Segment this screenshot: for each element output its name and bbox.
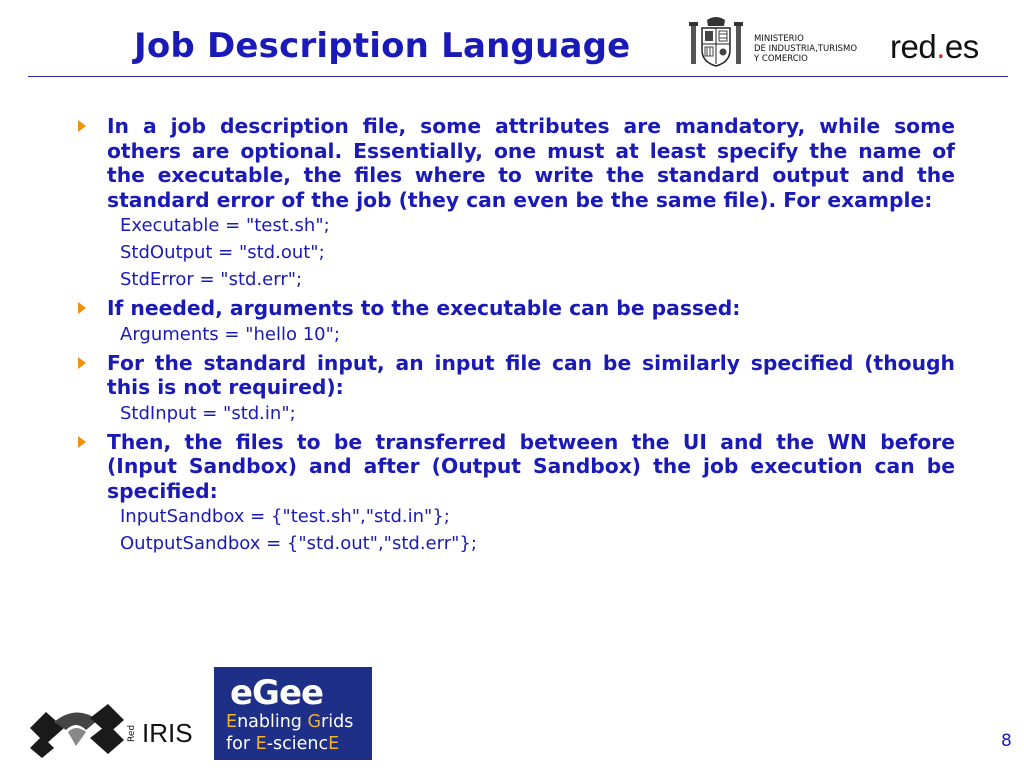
bullet-text: If needed, arguments to the executable can be passed:	[107, 296, 741, 320]
rediris-text: IRIS	[142, 718, 193, 748]
egee-logo	[214, 667, 372, 760]
egee-tagline-part: E	[226, 712, 238, 732]
code-line: StdError = "std.err";	[120, 269, 303, 290]
bullet-item	[78, 296, 955, 321]
bullet-arrow-icon	[78, 302, 86, 314]
title-divider	[28, 76, 1008, 77]
ministerio-logo	[688, 14, 868, 70]
bullet-item	[78, 114, 955, 212]
egee-tagline-part: nabling	[237, 712, 308, 732]
slide-body	[78, 114, 955, 560]
egee-tagline-part: rids	[321, 712, 354, 732]
code-line: StdOutput = "std.out";	[120, 242, 325, 263]
bullet-item	[78, 430, 955, 504]
rediris-mark-icon	[28, 700, 193, 760]
code-block	[78, 212, 955, 293]
code-line: Arguments = "hello 10";	[120, 323, 340, 345]
redes-logo	[890, 28, 979, 66]
bullet-text: For the standard input, an input file can be similarly specified (though this is not required):	[107, 350, 955, 399]
bullet-arrow-icon	[78, 436, 86, 448]
bullet-text: In a job description file, some attributes are mandatory, while some others are optional. Essentially, one must at least specify the name of the executable, the files where to write the standard output and the standard error of the job (they can even be the same file). For example:	[107, 114, 955, 212]
code-line: InputSandbox = {"test.sh","std.in"};	[120, 506, 450, 527]
ministerio-text: MINISTERIO DE INDUSTRIA,TURISMO Y COMERCIO	[754, 34, 858, 64]
code-block	[78, 503, 955, 557]
page-number: 8	[1001, 731, 1012, 751]
egee-tagline-part: -scienc	[266, 734, 329, 754]
rediris-small-text: Red	[127, 724, 137, 742]
egee-tagline-part: E	[328, 734, 340, 754]
code-block	[78, 400, 955, 427]
egee-tagline-part: G	[307, 712, 322, 732]
egee-wordmark: eGee	[230, 673, 324, 713]
bullet-text: Then, the files to be transferred between the UI and the WN before (Input Sandbox) and after (Output Sandbox) the job execution can be specified:	[107, 429, 955, 503]
bullet-arrow-icon	[78, 357, 86, 369]
bullet-item	[78, 351, 955, 400]
egee-tagline-part: E	[255, 734, 267, 754]
coat-of-arms-icon	[688, 14, 744, 70]
code-block	[78, 321, 955, 348]
redes-suffix: es	[944, 28, 979, 65]
egee-tagline	[226, 711, 353, 755]
code-line: OutputSandbox = {"std.out","std.err"};	[120, 533, 477, 554]
code-line: StdInput = "std.in";	[120, 402, 296, 424]
egee-tagline-part: for	[226, 734, 256, 754]
slide-title: Job Description Language	[134, 26, 631, 66]
rediris-logo	[28, 700, 193, 760]
code-line: Executable = "test.sh";	[120, 215, 330, 236]
bullet-arrow-icon	[78, 120, 86, 132]
redes-prefix: red	[890, 28, 937, 65]
redes-dot: .	[936, 28, 945, 65]
